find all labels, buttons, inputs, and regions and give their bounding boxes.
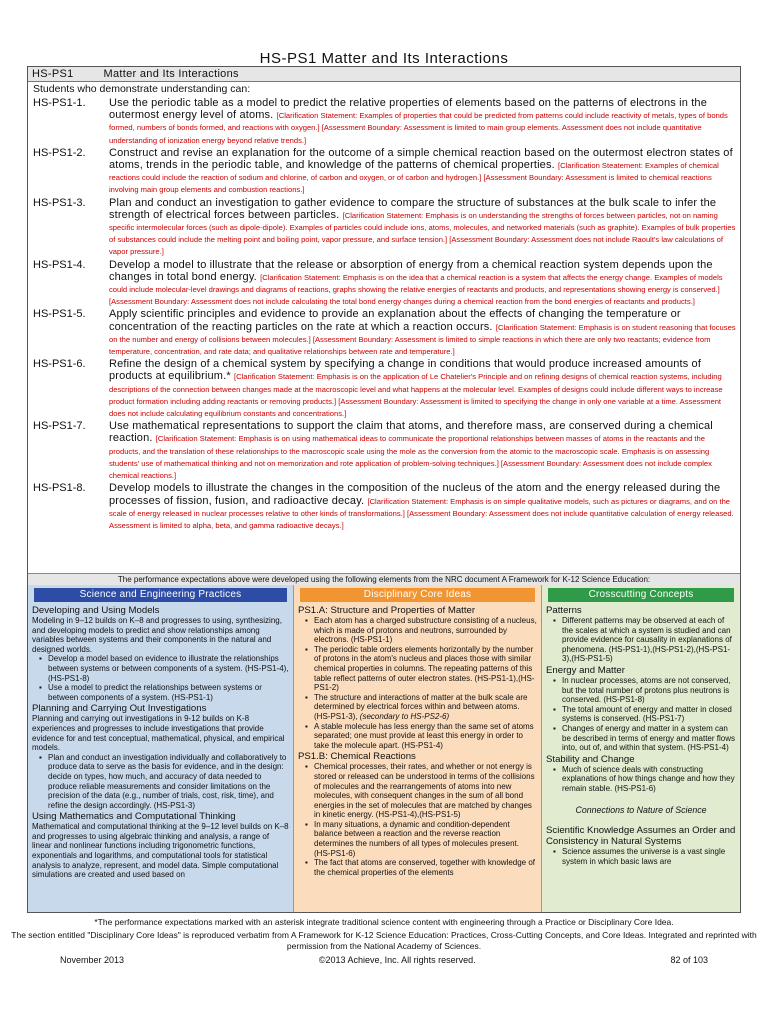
pe-clarification: [Clarification Statement: Emphasis is on the application of Le Chatelier's Principle and on refining designs of chemical reaction systems, including descriptions of the connection between changes made at the macroscopic level and what happens at the molecular level. Examples of designs could include different ways to increase product formation including adding reactants or removing products.] [Assessment Boundary: Assessment is limited to specifying the change in only one variable at a time. Assessment does not include calculating equilibrium constants and concentrations.] bbox=[109, 372, 723, 419]
dci-bullet: ▪ Each atom has a charged substructure consisting of a nucleus, which is made of protons and neutrons, surrounded by electrons. (HS-PS1-1) bbox=[298, 616, 537, 645]
sep-section-text: Mathematical and computational thinking at the 9–12 level builds on K–8 and progresses to using algebraic thinking and analysis, a range of linear and nonlinear functions including trigonometric functions, exponentials and logarithms, and computational tools for statistical analysis to analyze, represent, and model data. Simple computational simulations are created and used based on bbox=[32, 822, 289, 880]
sep-bullet: ▪ Plan and conduct an investigation individually and collaboratively to produce data to serve as the basis for evidence, and in the design: decide on types, how much, and accuracy of data needed to produce reliable measurements and consider limitations on the precision of the data (e.g., number of trials, cost, risk, time), and refine the design accordingly. (HS-PS1-3) bbox=[32, 753, 289, 811]
dci-bullet bbox=[298, 693, 537, 722]
dci-bullet: ▪ The fact that atoms are conserved, together with knowledge of the chemical properties of the elements bbox=[298, 858, 537, 877]
sep-column bbox=[28, 585, 294, 912]
table-header-bar bbox=[28, 67, 740, 82]
pe-text: Construct and revise an explanation for the outcome of a simple chemical reaction based on the outermost electron states of atoms, trends in the periodic table, and knowledge of the patterns of chemical properties. bbox=[109, 146, 733, 172]
ccc-bullet: ▪ In nuclear processes, atoms are not conserved, but the total number of protons plus neutrons is conserved. (HS-PS1-8) bbox=[546, 676, 736, 705]
ccc-bullet: ▪ Much of science deals with constructing explanations of how things change and how they remain stable. (HS-PS1-6) bbox=[546, 765, 736, 794]
ccc-bullet: ▪ Changes of energy and matter in a system can be described in terms of energy and matter flows into, out of, and within that system. (HS-PS1-4) bbox=[546, 724, 736, 753]
dci-bullet: ▪ Chemical processes, their rates, and whether or not energy is stored or released can be understood in terms of the collisions of molecules and the rearrangements of atoms into new molecules, with consequent changes in the sum of all bond energies in the set of molecules that are matched by changes in kinetic energy. (HS-PS1-4),(HS-PS1-5) bbox=[298, 762, 537, 820]
sep-bullet: ▪ Develop a model based on evidence to illustrate the relationships between systems or between components of a system. (HS-PS1-4),(HS-PS1-8) bbox=[32, 654, 289, 683]
pe-text: Use mathematical representations to support the claim that atoms, and therefore mass, are conserved during a chemical reaction. bbox=[109, 420, 713, 445]
pe-code: HS-PS1-7. bbox=[33, 420, 86, 433]
dci-secondary-note: (secondary to HS-PS2-6) bbox=[359, 711, 450, 721]
dci-section-title: PS1.A: Structure and Properties of Matter bbox=[298, 605, 476, 616]
pe-clarification: [Clarification Statement: Emphasis is on using mathematical ideas to communicate the proportional relationships between masses of atoms in the reactants and the products, and the translation of these relationships to the macroscopic scale using the mole as the conversion from the atomic to the macroscopic scale. Emphasis is on assessing students' use of mathematical thinking and not on memorization and rote application of problem-solving techniques.] [Assessment Boundary: Assessment does not include complex chemical reactions.] bbox=[109, 434, 712, 481]
foundation-columns bbox=[28, 585, 740, 912]
pe-row bbox=[28, 482, 740, 531]
header-code: HS-PS1 bbox=[32, 68, 74, 80]
dci-footnote: The section entitled "Disciplinary Core Ideas" is reproduced verbatim from A Framework for K-12 Science Education: Practices, Cross-Cutting Concepts, and Core Ideas. Integrated and reprinted with permission from the National Academy of Sciences. bbox=[11, 930, 757, 951]
pe-text: Plan and conduct an investigation to gather evidence to compare the structure of substances at the bulk scale to infer the strength of electrical forces between particles. bbox=[109, 196, 717, 221]
nature-of-science-connections: Connections to Nature of Science bbox=[575, 804, 707, 815]
pe-code: HS-PS1-1. bbox=[33, 97, 86, 109]
asterisk-footnote: *The performance expectations marked with an asterisk integrate traditional science content with engineering through a Practice or Disciplinary Core Idea. bbox=[94, 917, 674, 927]
footer-copyright: ©2013 Achieve, Inc. All rights reserved. bbox=[318, 955, 476, 965]
pe-text: Refine the design of a chemical system by specifying a change in conditions that would produce increased amounts of products at equilibrium.* bbox=[109, 358, 702, 383]
sep-section-title: Developing and Using Models bbox=[32, 605, 160, 616]
intro-text: Students who demonstrate understanding can: bbox=[33, 83, 251, 95]
footer-page-number: 82 of 103 bbox=[670, 955, 708, 965]
pe-row bbox=[28, 420, 740, 481]
pe-code: HS-PS1-6. bbox=[33, 358, 86, 371]
dci-column bbox=[294, 585, 542, 912]
ccc-bullet: ▪ Science assumes the universe is a vast single system in which basic laws are bbox=[546, 847, 736, 866]
footer-date: November 2013 bbox=[60, 955, 125, 965]
pe-clarification: [Clarification Statement: Emphasis is on understanding the strengths of forces between particles, not on naming specific intermolecular forces (such as dipole-dipole). Examples of particles could include ions, atoms, molecules, and networked materials (such as graphite). Examples of bulk properties of substances could include the melting point and boiling point, vapor pressure, and surface tension.] [Assessment Boundary: Assessment does not include Raoult's law calculations of vapor pressure.] bbox=[109, 210, 736, 257]
pe-clarification: [Clarification Statement: Emphasis is on student reasoning that focuses on the number and energy of collisions between molecules.] [Assessment Boundary: Assessment is limited to simple reactions in which there are only two reactants; evidence from temperature, concentration, and rate data; and qualitative relationships between rate and temperature.] bbox=[109, 322, 736, 357]
dci-section-title: PS1.B: Chemical Reactions bbox=[298, 751, 416, 763]
pe-row bbox=[28, 308, 740, 357]
page-title: HS-PS1 Matter and Its Interactions bbox=[259, 50, 509, 67]
dci-header: Disciplinary Core Ideas bbox=[300, 588, 535, 602]
pe-clarification: [Clarification Statement: Emphasis is on the idea that a chemical reaction is a system that affects the energy change. Examples of models could include molecular-level drawings and diagrams of reactions, graphs showing the relative energies of reactants and products, and representations showing energy is conserved.] [Assessment Boundary: Assessment does not include calculating the total bond energy changes during a chemical reaction from the bond energies of reactants and products.] bbox=[109, 272, 723, 307]
sep-section-text: Modeling in 9–12 builds on K–8 and progresses to using, synthesizing, and developing models to predict and show relationships among variables between systems and their components in the natural and designed worlds. bbox=[32, 616, 282, 654]
sep-section-title: Using Mathematics and Computational Thinking bbox=[32, 811, 236, 823]
dci-bullet: ▪ A stable molecule has less energy than the same set of atoms separated; one must provide at least this energy in order to take the molecule apart. (HS-PS1-4) bbox=[298, 722, 537, 751]
sep-section-title: Planning and Carrying Out Investigations bbox=[32, 703, 207, 715]
pe-code: HS-PS1-8. bbox=[33, 482, 86, 495]
ccc-section-title: Energy and Matter bbox=[546, 664, 625, 676]
pe-row bbox=[28, 147, 740, 196]
pe-clarification: [Clarification Steatement: Examples of chemical reactions could include the reaction of sodium and chlorine, of carbon and oxygen, or of carbon and hydrogen.] [Assessment Boundary: Assessment is limited to chemical reactions involving main group elements and combustion reactions.] bbox=[109, 161, 719, 195]
pe-text: Use the periodic table as a model to predict the relative properties of elements based on the patterns of electrons in the outermost energy level of atoms. bbox=[109, 97, 707, 122]
dci-bullet-text: The structure and interactions of matter at the bulk scale are determined by electrical forces within and between atoms. (HS-PS1-3), bbox=[314, 692, 528, 721]
pe-code: HS-PS1-4. bbox=[33, 258, 86, 271]
pe-row bbox=[28, 259, 740, 308]
pe-row bbox=[28, 197, 740, 258]
ccc-header: Crosscutting Concepts bbox=[548, 588, 734, 602]
pe-code: HS-PS1-5. bbox=[33, 308, 86, 321]
sep-header: Science and Engineering Practices bbox=[34, 588, 287, 602]
nrc-note: The performance expectations above were developed using the following elements from the NRC document A Framework for K-12 Science Education: bbox=[28, 573, 740, 586]
header-title: Matter and Its Interactions bbox=[103, 68, 239, 80]
pe-code: HS-PS1-2. bbox=[33, 146, 86, 159]
pe-text: Develop models to illustrate the changes in the composition of the nucleus of the atom and the energy released during the processes of fission, fusion, and radioactive decay. bbox=[109, 482, 721, 507]
ccc-bullet: ▪ The total amount of energy and matter in closed systems is conserved. (HS-PS1-7) bbox=[546, 705, 736, 724]
pe-row bbox=[28, 97, 740, 146]
dci-bullet: ▪ In many situations, a dynamic and condition-dependent balance between a reaction and the reverse reaction determines the numbers of all types of molecules present. (HS-PS1-6) bbox=[298, 820, 537, 858]
ccc-section-title: Patterns bbox=[546, 605, 582, 616]
dci-bullet: ▪ The periodic table orders elements horizontally by the number of protons in the atom's nucleus and places those with similar chemical properties in columns. The repeating patterns of this table reflect patterns of outer electron states. (HS-PS1-1),(HS-PS1-2) bbox=[298, 645, 537, 693]
pe-code: HS-PS1-3. bbox=[33, 196, 86, 209]
pe-clarification: [Clarification Statement: Examples of properties that could be predicted from patterns could include reactivity of metals, types of bonds formed, numbers of bonds formed, and reactions with oxygen.] [Assessment Boundary: Assessment is limited to main group elements. Assessment does not include quantitative understanding of ionization energy beyond relative trends.] bbox=[109, 111, 728, 145]
ccc-column bbox=[542, 585, 740, 912]
performance-expectations bbox=[28, 97, 740, 531]
footer-line bbox=[60, 955, 708, 965]
ccc-bullet: ▪ Different patterns may be observed at each of the scales at which a system is studied and can provide evidence for causality in explanations of phenomena. (HS-PS1-1),(HS-PS1-2),(HS-PS1-3),(HS-PS1-5) bbox=[546, 616, 736, 664]
ccc-section-title: Scientific Knowledge Assumes an Order and Consistency in Natural Systems bbox=[546, 825, 736, 848]
ccc-section-title: Stability and Change bbox=[546, 753, 635, 765]
sep-section-text: Planning and carrying out investigations in 9-12 builds on K-8 experiences and progresses to include investigations that provide evidence for and test conceptual, mathematical, physical, and empirical models. bbox=[32, 714, 285, 753]
pe-row bbox=[28, 358, 740, 419]
pe-text: Apply scientific principles and evidence to provide an explanation about the effects of changing the temperature or concentration of the reacting particles on the rate at which a reaction occurs. bbox=[109, 308, 681, 333]
pe-text: Develop a model to illustrate that the release or absorption of energy from a chemical reaction system depends upon the changes in total bond energy. bbox=[109, 258, 713, 283]
sep-bullet: ▪ Use a model to predict the relationships between systems or between components of a system. (HS-PS1-1) bbox=[32, 683, 289, 702]
pe-clarification: [Clarification Statement: Emphasis is on simple qualitative models, such as pictures or diagrams, and on the scale of energy released in nuclear processes relative to other kinds of transformations.] [Assessment Boundary: Assessment does not include quantitative calculation of energy released. Assessment is limited to alpha, beta, and gamma radioactive decays.] bbox=[109, 496, 734, 530]
standards-table bbox=[27, 66, 741, 913]
